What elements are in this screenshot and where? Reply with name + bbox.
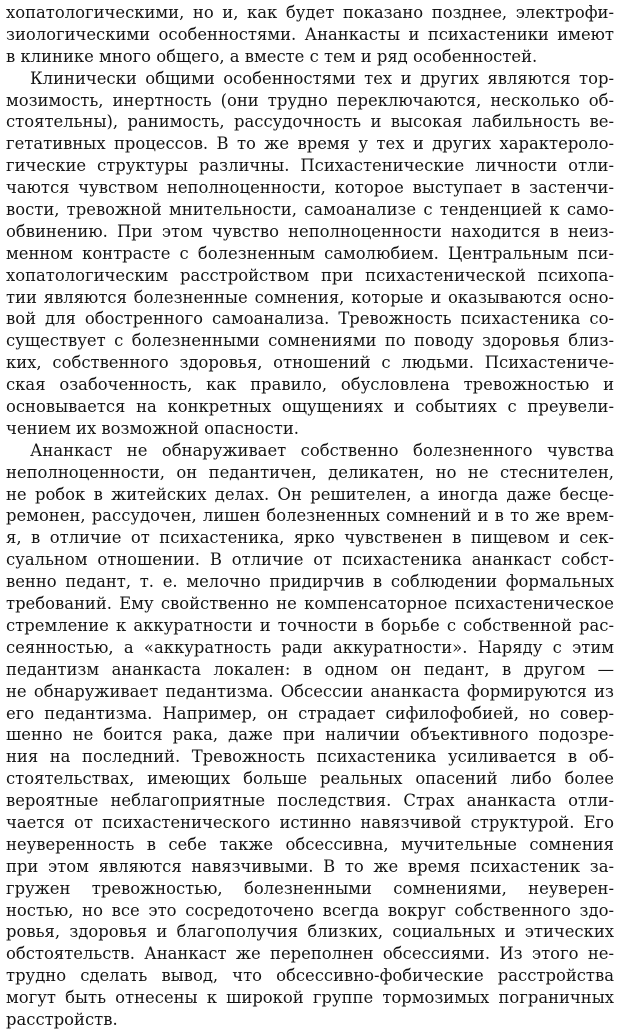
text-line: стремление к аккуратности и точности в борьбе с собственной рас- xyxy=(6,615,614,635)
text-line: педантизм ананкаста локален: в одном он педант, в другом — xyxy=(6,659,614,679)
text-line: хопатологическими, но и, как будет показано позднее, электрофи- xyxy=(6,3,614,22)
text-line: стоятельны), ранимость, рассудочность и высокая лабильность ве- xyxy=(6,112,614,132)
text-line: при этом являются навязчивыми. В то же время психастеник за- xyxy=(6,856,614,876)
text-line: ремонен, рассудочен, лишен болезненных сомнений и в то же врем- xyxy=(6,506,614,526)
text-line: вости, тревожной мнительности, самоанализе с тенденцией к само- xyxy=(6,200,614,220)
text-line: зиологическими особенностями. Ананкасты и психастеники имеют xyxy=(6,24,614,44)
text-line: мозимость, инертность (они трудно переключаются, несколько об- xyxy=(6,90,614,110)
text-line: ская озабоченность, как правило, обусловлена тревожностью и xyxy=(6,375,614,395)
text-line: гетативных процессов. В то же время у тех и других характероло- xyxy=(6,134,614,154)
text-line: менном контрасте с болезненным самолюбием. Центральным пси- xyxy=(6,243,614,263)
paragraph-2 xyxy=(6,68,614,440)
text-line: чаются чувством неполноценности, которое выступает в застенчи- xyxy=(6,178,614,198)
paragraph-1 xyxy=(6,2,614,68)
text-line: гружен тревожностью, болезненными сомнениями, неуверен- xyxy=(6,878,614,898)
paragraph-3 xyxy=(6,440,614,1031)
text-line: хопатологическим расстройством при психастенической психопа- xyxy=(6,265,614,285)
text-line: могут быть отнесены к широкой группе тормозимых пограничных xyxy=(6,988,614,1008)
text-line: неполноценности, он педантичен, деликатен, но не стеснителен, xyxy=(6,462,614,482)
text-line: ния на последний. Тревожность психастеника усиливается в об- xyxy=(6,747,614,767)
text-line: тии являются болезненные сомнения, которые и оказываются осно- xyxy=(6,287,614,307)
text-line: гические структуры различны. Психастенические личности отли- xyxy=(6,156,614,176)
text-line: сеянностью, а «аккуратность ради аккуратности». Наряду с этим xyxy=(6,637,614,657)
text-line: вероятные неблагоприятные последствия. Страх ананкаста отли- xyxy=(6,791,614,811)
text-line: суальном отношении. В отличие от психастеника ананкаст собст- xyxy=(6,550,614,570)
text-line: в клинике много общего, а вместе с тем и ряд особенностей. xyxy=(6,46,538,66)
text-line: стоятельствах, имеющих больше реальных опасений либо более xyxy=(6,769,614,789)
text-line: не робок в житейских делах. Он решителен, а иногда даже бесце- xyxy=(6,484,614,504)
text-line: чается от психастенического истинно навязчивой структурой. Его xyxy=(6,812,614,832)
text-line: требований. Ему свойственно не компенсаторное психастеническое xyxy=(6,594,614,614)
text-line: я, в отличие от психастеника, ярко чувственен в пищевом и сек- xyxy=(6,528,614,548)
text-line: Ананкаст не обнаруживает собственно болезненного чувства xyxy=(30,440,614,460)
text-line: вой для обостренного самоанализа. Тревожность психастеника со- xyxy=(6,309,614,329)
text-line: ких, собственного здоровья, отношений с людьми. Психастениче- xyxy=(6,353,614,373)
text-line: неуверенность в себе также обсессивна, мучительные сомнения xyxy=(6,834,614,854)
text-line: обвинению. При этом чувство неполноценности находится в неиз- xyxy=(6,221,614,241)
text-line: его педантизма. Например, он страдает сифилофобией, но совер- xyxy=(6,703,614,723)
text-line: существует с болезненными сомнениями по поводу здоровья близ- xyxy=(6,331,614,351)
text-line: Клинически общими особенностями тех и других являются тор- xyxy=(30,68,614,88)
text-line: обстоятельств. Ананкаст же переполнен обсессиями. Из этого не- xyxy=(6,944,614,964)
text-line: основывается на конкретных ощущениях и событиях с преувели- xyxy=(6,397,614,417)
text-line: не обнаруживает педантизма. Обсессии ананкаста формируются из xyxy=(6,681,614,701)
text-line: шенно не боится рака, даже при наличии объективного подозре- xyxy=(6,725,614,745)
text-line: ностью, но все это сосредоточено всегда вокруг собственного здо- xyxy=(6,900,614,920)
text-line: расстройств. xyxy=(6,1009,118,1029)
text-line: ровья, здоровья и благополучия близких, социальных и этических xyxy=(6,922,614,942)
text-line: трудно сделать вывод, что обсессивно-фобические расстройства xyxy=(6,966,614,986)
text-line: венно педант, т. е. мелочно придирчив в соблюдении формальных xyxy=(6,572,614,592)
text-line: чением их возможной опасности. xyxy=(6,418,299,438)
